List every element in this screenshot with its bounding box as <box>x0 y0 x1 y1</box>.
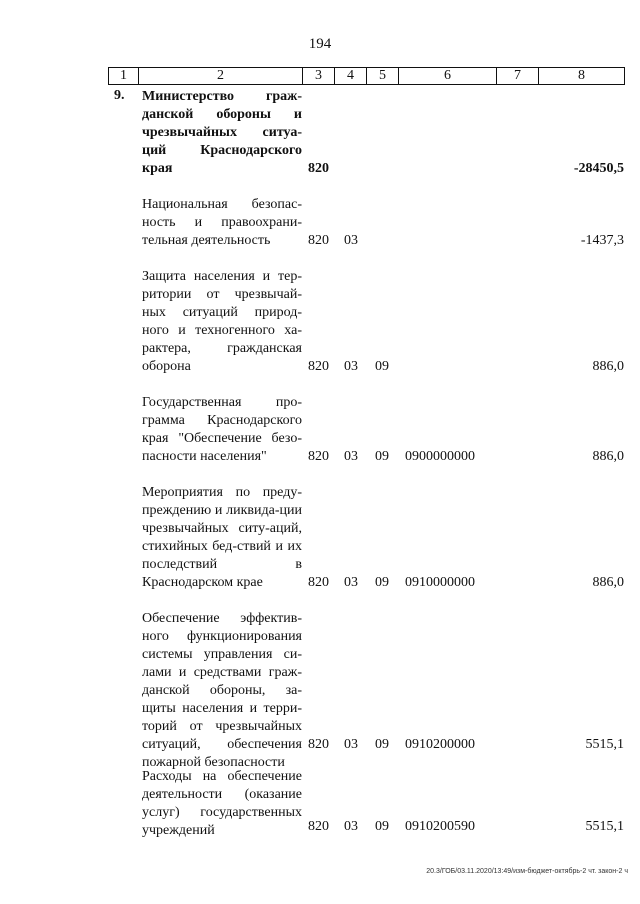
code-section: 03 <box>344 233 358 248</box>
column-header-4: 4 <box>335 68 367 85</box>
code-ministry: 820 <box>308 449 329 464</box>
code-ministry: 820 <box>308 233 329 248</box>
column-header-table <box>108 67 625 85</box>
row-name: Мероприятия по преду-преждению и ликвида-ции чрезвычайных ситу-аций, стихийных бед-ствий и их последствий в Краснодарском крае <box>142 485 302 590</box>
row-number: 9. <box>114 88 125 103</box>
row-name: Расходы на обеспечение деятельности (оказание услуг) государственных учреждений <box>142 769 302 838</box>
column-header-3: 3 <box>303 68 335 85</box>
column-header-5: 5 <box>367 68 399 85</box>
code-subsection: 09 <box>375 737 389 752</box>
code-target-article: 0910000000 <box>405 575 475 590</box>
document-footer-stamp: 20.3/ГОБ/03.11.2020/13:49/изм-бюджет-октябрь-2 чт. закон-2 ч <box>426 868 628 875</box>
amount: 5515,1 <box>585 737 624 752</box>
column-header-7: 7 <box>497 68 539 85</box>
code-target-article: 0910200590 <box>405 819 475 834</box>
code-section: 03 <box>344 819 358 834</box>
code-subsection: 09 <box>375 449 389 464</box>
row-name: Государственная про-грамма Краснодарского края "Обеспечение безо-пасности населения" <box>142 395 302 464</box>
row-name: Национальная безопас-ность и правоохрани-тельная деятельность <box>142 197 302 248</box>
code-ministry: 820 <box>308 737 329 752</box>
row-name: Защита населения и тер-ритории от чрезвычай-ных ситуаций природ-ного и техногенного ха-рактера, гражданская оборона <box>142 269 302 374</box>
code-subsection: 09 <box>375 359 389 374</box>
code-ministry: 820 <box>308 161 329 176</box>
amount: 886,0 <box>592 359 624 374</box>
code-section: 03 <box>344 449 358 464</box>
code-target-article: 0910200000 <box>405 737 475 752</box>
code-target-article: 0900000000 <box>405 449 475 464</box>
page-number: 194 <box>308 36 332 52</box>
column-header-6: 6 <box>399 68 497 85</box>
amount: -28450,5 <box>573 161 624 176</box>
column-header-1: 1 <box>109 68 139 85</box>
code-subsection: 09 <box>375 819 389 834</box>
code-ministry: 820 <box>308 819 329 834</box>
amount: -1437,3 <box>580 233 624 248</box>
code-subsection: 09 <box>375 575 389 590</box>
row-name: Министерство граж-данской обороны и чрезвычайных ситуа-ций Краснодарского края <box>142 89 302 176</box>
code-section: 03 <box>344 359 358 374</box>
code-ministry: 820 <box>308 359 329 374</box>
amount: 5515,1 <box>585 819 624 834</box>
column-header-8: 8 <box>539 68 625 85</box>
code-section: 03 <box>344 575 358 590</box>
code-section: 03 <box>344 737 358 752</box>
row-name: Обеспечение эффектив-ного функционирования системы управления си-лами и средствами граж-данской обороны, за-щиты населения и терри-торий от чрезвычайных ситуаций, обеспечения пожарной безопасности <box>142 611 302 770</box>
column-header-2: 2 <box>139 68 303 85</box>
code-ministry: 820 <box>308 575 329 590</box>
amount: 886,0 <box>592 575 624 590</box>
amount: 886,0 <box>592 449 624 464</box>
